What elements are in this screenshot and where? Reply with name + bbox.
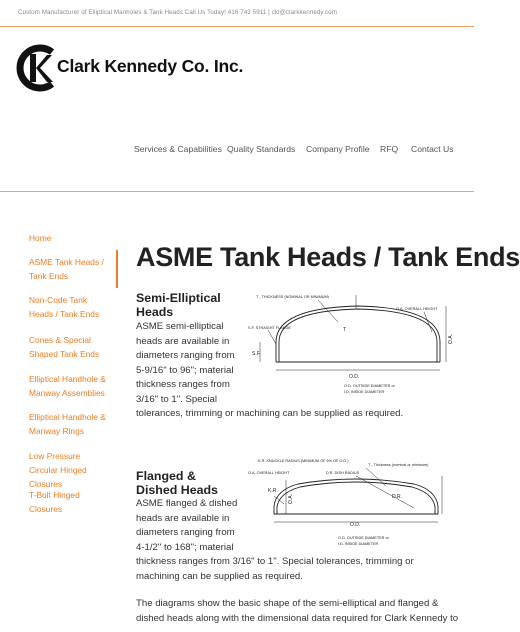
diagram1-t-label: T	[343, 327, 347, 333]
semi-elliptical-line-2: heads are available in	[136, 335, 230, 347]
nav-rfq[interactable]: RFQ	[380, 144, 399, 154]
semi-elliptical-line-6: 3/16" to 1". Special	[136, 393, 217, 405]
semi-elliptical-line-5: thickness ranges from	[136, 379, 230, 390]
top-bar	[0, 0, 474, 27]
closing-line-1: The diagrams show the basic shape of the semi-elliptical and flanged &	[136, 598, 439, 609]
diagram2-knuckle-label: K.R. KNUCKLE RADIUS (MINIMUM OF 6% OF O.D.)	[258, 459, 349, 463]
sidebar-item-elliptical-handhole-manway-rings[interactable]: Elliptical Handhole & Manway Rings	[29, 412, 106, 436]
diagram1-straight-flange-label: S.F. STRAIGHT FLANGE	[248, 326, 291, 330]
sidebar-item-elliptical-handhole-manway-assemblies[interactable]: Elliptical Handhole & Manway Assemblies	[29, 374, 106, 398]
diagram1-id-desc: I.D. INSIDE DIAMETER	[344, 390, 385, 394]
flanged-dished-head-diagram	[246, 456, 462, 552]
diagram2-od-label: O.D.	[350, 522, 361, 528]
diagram1-thickness-label: T - THICKNESS (NOMINAL OR MINIMUM)	[256, 295, 329, 299]
flanged-dished-line-4: 4-1/2" to 168"; material	[136, 541, 234, 553]
diagram1-sf-label: S.F.	[252, 351, 261, 357]
nav-company-profile[interactable]: Company Profile	[306, 144, 370, 154]
flanged-dished-line-6: machining can be supplied as required.	[136, 570, 303, 582]
sidebar-item-low-pressure-circular-closures[interactable]: Low Pressure Circular Hinged Closures	[29, 451, 87, 489]
flanged-dished-line-3: diameters ranging from	[136, 527, 235, 538]
diagram2-dr-label: D.R.	[392, 494, 402, 500]
diagram1-overall-height-label: O.A. OVERALL HEIGHT	[396, 307, 438, 311]
sidebar-item-cones-special-shaped[interactable]: Cones & Special Shaped Tank Ends	[29, 335, 100, 359]
top-bar-text: Custom Manufacturer of Elliptical Manholes & Tank Heads Call Us Today! 416 743 5911 | ckl@clarkkennedy.com	[18, 9, 337, 16]
diagram2-kr-label: K.R.	[268, 488, 278, 494]
header-divider	[0, 191, 474, 192]
diagram2-dish-radius-label: D.R. DISH RADIUS	[326, 471, 360, 475]
sidebar-item-t-bolt-hinged-closures[interactable]: T-Bolt Hinged Closures	[29, 490, 80, 514]
semi-elliptical-head-diagram	[246, 292, 462, 396]
page-title: ASME Tank Heads / Tank Ends	[136, 242, 520, 272]
nav-services[interactable]: Services & Capabilities	[134, 144, 222, 154]
company-name: Clark Kennedy Co. Inc.	[57, 56, 244, 76]
semi-elliptical-line-3: diameters ranging from	[136, 350, 235, 361]
sidebar-item-home[interactable]: Home	[29, 233, 52, 243]
closing-line-2: dished heads along with the dimensional data required for Clark Kennedy to	[136, 612, 459, 624]
semi-elliptical-line-4: 5-9/16" to 96"; material	[136, 364, 234, 376]
flanged-dished-line-1: ASME flanged & dished	[136, 498, 238, 509]
semi-elliptical-line-7: tolerances, trimming or machining can be supplied as required.	[136, 408, 404, 419]
flanged-dished-line-2: heads are available in	[136, 512, 230, 524]
flanged-dished-line-5: thickness ranges from 3/16" to 1". Special tolerances, trimming or	[136, 556, 414, 567]
sidebar-active-indicator	[116, 250, 118, 288]
logo[interactable]	[16, 44, 261, 92]
semi-elliptical-heading: Semi-Elliptical Heads	[136, 291, 221, 319]
diagram2-overall-height-label: O.A. OVERALL HEIGHT	[248, 471, 290, 475]
diagram1-oa-label: O.A.	[448, 333, 454, 344]
diagram2-id-desc: I.D. INSIDE DIAMETER	[338, 542, 379, 546]
semi-elliptical-line-1: ASME semi-elliptical	[136, 321, 224, 332]
sidebar-item-asme-tank-heads[interactable]: ASME Tank Heads / Tank Ends	[29, 257, 104, 281]
nav-contact-us[interactable]: Contact Us	[411, 144, 454, 154]
diagram1-od-desc: O.D. OUTSIDE DIAMETER or	[344, 384, 395, 388]
diagram2-thickness-label: T - Thickness (nominal or minimum)	[368, 463, 429, 467]
ck-logo-icon	[16, 44, 60, 92]
flanged-dished-heading: Flanged & Dished Heads	[136, 469, 218, 497]
main-nav	[0, 144, 474, 158]
diagram1-od-label: O.D.	[349, 374, 360, 380]
diagram2-oa-label: O.A.	[288, 493, 294, 504]
sidebar-item-non-code-tank-heads[interactable]: Non-Code Tank Heads / Tank Ends	[29, 295, 100, 319]
nav-quality-standards[interactable]: Quality Standards	[227, 144, 296, 154]
diagram2-od-desc: O.D. OUTSIDE DIAMETER or	[338, 536, 389, 540]
